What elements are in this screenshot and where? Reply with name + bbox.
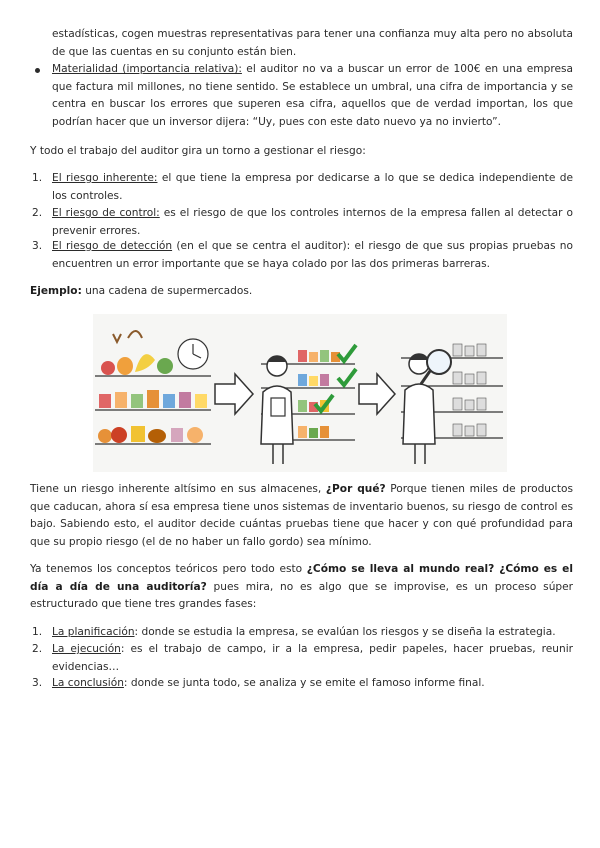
fase-desc: : es el trabajo de campo, ir a la empresa, pedir papeles, hacer pruebas, reunir evidencias…: [52, 643, 573, 673]
riesgo-desc: (en el que se centra el auditor): el riesgo de que sus propias pruebas no encuentren un error importante que se haya colado por las dos primeras barreras.: [52, 240, 573, 270]
bold-question: ¿Cómo se lleva al mundo real? ¿Cómo es el día a día de una auditoría?: [30, 563, 573, 593]
list-number: 2.: [32, 643, 43, 655]
checkmark-icon: [338, 345, 356, 361]
ejemplo-label: Ejemplo:: [30, 285, 82, 297]
ejemplo-line: [30, 283, 573, 301]
paragraph-riesgo: [30, 481, 573, 551]
fase-term: La conclusión: [52, 677, 124, 689]
riesgo-term: El riesgo de control:: [52, 207, 160, 219]
riesgo-term: El riesgo de detección: [52, 240, 173, 252]
list-item-text: [52, 205, 573, 240]
fase-term: La ejecución: [52, 643, 121, 655]
list-item-text: [52, 641, 573, 676]
list-item-text: [52, 675, 573, 693]
list-number: 1.: [32, 172, 43, 184]
list-number: 2.: [32, 207, 43, 219]
text-span: pues mira, no es algo que se improvise, es un proceso súper estructurado que tiene tres grandes fases:: [30, 580, 574, 610]
intro-continuation: estadísticas, cogen muestras representativas para tener una confianza muy alta pero no absoluta de que las cuentas en su conjunto están bien.: [52, 28, 573, 58]
materialidad-text: el auditor no va a buscar un error de 100€ en una empresa que factura mil millones, no tiene sentido. Se establece un umbral, una cifra de importancia y se centra en buscar los errores que superen esa cifra, aquellos que de verdad importan, los que podrían hacer que un inversor dijera: “Uy, pues con este dato nuevo ya no invierto”.: [52, 63, 574, 128]
list-number: 3.: [32, 240, 43, 252]
fase-desc: : donde se junta todo, se analiza y se emite el famoso informe final.: [123, 677, 485, 689]
produce-icons-shelf3: [98, 426, 203, 443]
list-item-text: [52, 238, 573, 273]
list-number: 1.: [32, 626, 43, 638]
bold-question: ¿Por qué?: [325, 483, 386, 495]
fase-desc: : donde se estudia la empresa, se evalúan los riesgos y se diseña la estrategia.: [134, 626, 556, 638]
materialidad-paragraph: [52, 61, 573, 131]
materialidad-term: Materialidad (importancia relativa):: [52, 63, 242, 75]
illustration-svg: [93, 314, 507, 472]
fase-term: La planificación: [52, 626, 135, 638]
bullet-dot: [35, 68, 40, 73]
paragraph-fases: [30, 561, 573, 614]
text-span: Tiene un riesgo inherente altísimo en sus almacenes,: [30, 483, 326, 495]
checkmark-icon: [338, 369, 356, 385]
supermarket-illustration: [93, 314, 507, 472]
riesgo-term: El riesgo inherente:: [52, 172, 158, 184]
arrow-right-icon: [359, 374, 395, 414]
text-span: Porque tienen miles de productos que caducan, ahora sí esa empresa tiene unos sistemas de inventario buenos, su riesgo de control es bajo. Sabiendo esto, el auditor decide cuántas pruebas tiene que hacer y con qué profundidad para que su propio riesgo (el de no haber un fallo gordo) sea mínimo.: [30, 483, 574, 548]
riesgo-intro: Y todo el trabajo del auditor gira un torno a gestionar el riesgo:: [30, 145, 366, 157]
arrow-right-icon: [215, 374, 253, 414]
products-panel2: [298, 350, 340, 438]
list-item-text: [52, 170, 573, 205]
text-span: Ya tenemos los conceptos teóricos pero todo esto: [30, 563, 307, 575]
riesgo-desc: el que tiene la empresa por dedicarse a lo que se dedica independiente de los controles.: [52, 172, 573, 202]
list-number: 3.: [32, 677, 43, 689]
riesgo-desc: es el riesgo de que los controles internos de la empresa fallen al detectar o prevenir errores.: [52, 207, 573, 237]
list-item-text: [52, 624, 573, 642]
ejemplo-text: una cadena de supermercados.: [81, 285, 253, 297]
auditor-figure-1: [261, 356, 293, 464]
produce-icons-shelf2: [99, 390, 207, 408]
produce-icons-shelf1: [101, 331, 173, 375]
